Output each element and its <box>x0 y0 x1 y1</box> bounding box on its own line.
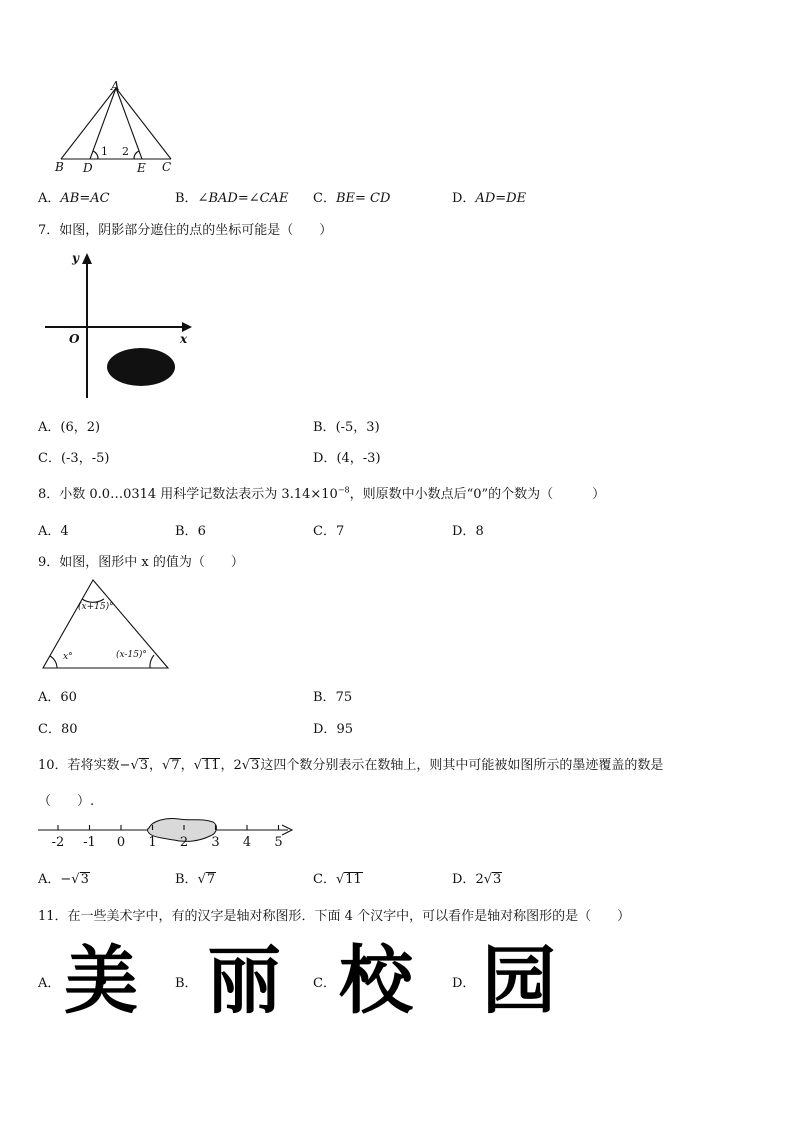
tick-label: 0 <box>116 835 126 850</box>
label-C: C <box>162 160 172 174</box>
option-value: −√3 <box>60 872 89 887</box>
option-letter: B． <box>175 976 198 991</box>
ink-blot-shadow <box>107 348 175 386</box>
option-letter: D． <box>313 451 337 466</box>
y-axis-label: y <box>72 251 79 265</box>
option-letter: B． <box>175 191 198 206</box>
option-text: BE= CD <box>335 191 391 206</box>
option-letter: B． <box>175 524 198 539</box>
q6-option-b[interactable] <box>175 187 288 206</box>
option-text: 95 <box>336 722 353 737</box>
option-value: √11 <box>335 872 362 887</box>
q10-stem: 10．若将实数−√3，√7，√11，2√3这四个数分别表示在数轴上，则其中可能被如图所示的墨迹覆盖的数是 <box>38 758 664 773</box>
option-text: 4 <box>60 524 69 539</box>
tick-label: 3 <box>211 835 220 850</box>
q9-option-d[interactable] <box>313 718 353 737</box>
label-angle-2: 2 <box>122 145 129 158</box>
q10-option-d[interactable] <box>452 868 502 887</box>
q6-option-c[interactable] <box>313 187 390 206</box>
tick-label: 4 <box>242 835 252 850</box>
option-letter: D． <box>452 524 476 539</box>
tick-label: -2 <box>51 835 65 850</box>
option-letter: C． <box>38 722 61 737</box>
option-value: 2√3 <box>475 872 502 887</box>
option-letter: C． <box>313 191 336 206</box>
option-text: 80 <box>60 722 78 737</box>
q8-option-d[interactable] <box>452 520 484 539</box>
figure-q6-triangle <box>50 80 190 176</box>
option-letter: D． <box>452 191 476 206</box>
q6-option-d[interactable] <box>452 187 526 206</box>
q10-option-b[interactable] <box>175 868 216 887</box>
option-letter: A． <box>38 690 61 705</box>
label-angle-1: 1 <box>101 145 108 158</box>
origin-label: O <box>69 332 80 346</box>
q10-stem-suffix: 这四个数分别表示在数轴上，则其中可能被如图所示的墨迹覆盖的数是 <box>260 758 664 773</box>
label-D: D <box>83 161 93 175</box>
q9-option-a[interactable] <box>38 686 77 705</box>
option-text: (-5，3) <box>335 420 380 435</box>
q8-option-c[interactable] <box>313 520 344 539</box>
q10-num-neg-sqrt3: −√3 <box>119 758 149 773</box>
label-angle-right: (x-15)° <box>116 650 147 660</box>
option-letter: A． <box>38 872 61 887</box>
art-character: 校 <box>339 938 413 1024</box>
option-text: 6 <box>197 524 206 539</box>
option-letter: B． <box>175 872 198 887</box>
q10-option-c[interactable] <box>313 868 363 887</box>
option-text: 8 <box>475 524 484 539</box>
x-axis-arrow <box>182 322 192 332</box>
x-axis-label: x <box>180 332 188 346</box>
option-value: √7 <box>197 872 216 887</box>
option-letter: B． <box>313 690 336 705</box>
tick-label: -1 <box>83 835 96 850</box>
q8-stem-before: 8．小数 0.0…0314 用科学记数法表示为 3.14×10 <box>38 487 338 502</box>
q9-option-b[interactable] <box>313 686 352 705</box>
art-character: 园 <box>482 938 556 1024</box>
option-text: (6，2) <box>60 420 101 435</box>
option-letter: C． <box>313 524 336 539</box>
option-letter: A． <box>38 976 61 991</box>
option-letter: D． <box>452 872 476 887</box>
option-letter: A． <box>38 191 61 206</box>
option-text: 7 <box>335 524 345 539</box>
q10-paren: （ ）. <box>38 794 95 809</box>
option-letter: A． <box>38 524 61 539</box>
option-letter: D． <box>452 976 476 991</box>
q9-stem: 9．如图，图形中 x 的值为（ ） <box>38 555 244 570</box>
tick-label: 1 <box>148 835 157 850</box>
option-letter: B． <box>313 420 336 435</box>
angle-arc-right <box>150 655 154 668</box>
q7-option-b[interactable] <box>313 416 380 435</box>
segment-AE <box>116 88 142 159</box>
y-axis-arrow <box>82 253 92 264</box>
label-B: B <box>55 160 64 174</box>
angle-arc-1 <box>93 151 98 159</box>
option-letter: D． <box>313 722 337 737</box>
option-text: AD=DE <box>475 191 527 206</box>
q10-option-a[interactable] <box>38 868 90 887</box>
figure-q7-coordinate-plane <box>40 248 200 400</box>
option-text: 75 <box>335 690 353 705</box>
q7-option-c[interactable] <box>38 447 109 466</box>
art-character: 丽 <box>207 938 281 1024</box>
art-character: 美 <box>64 938 138 1024</box>
q8-stem-after: ，则原数中小数点后“0”的个数为（ ） <box>349 487 606 502</box>
q11-stem: 11．在一些美术字中，有的汉字是轴对称图形．下面 4 个汉字中，可以看作是轴对称图形的是（ ） <box>38 909 631 924</box>
tick-label: 2 <box>179 835 189 850</box>
option-text: (4，-3) <box>336 451 381 466</box>
q7-stem: 7．如图，阴影部分遮住的点的坐标可能是（ ） <box>38 223 333 238</box>
option-letter: C． <box>38 451 61 466</box>
q8-exponent: −8 <box>337 485 350 495</box>
label-angle-top: (x+15)° <box>78 602 114 612</box>
q7-option-a[interactable] <box>38 416 100 435</box>
q10-stem-prefix: 10．若将实数 <box>38 758 120 773</box>
q10-num-sqrt11: √11 <box>193 758 220 773</box>
tick-label: 5 <box>274 835 283 850</box>
option-text: (-3，-5) <box>60 451 110 466</box>
q7-option-d[interactable] <box>313 447 381 466</box>
q8-option-b[interactable] <box>175 520 206 539</box>
label-E: E <box>137 161 146 175</box>
angle-arc-left <box>50 656 57 668</box>
q10-num-sqrt7: √7 <box>162 758 180 773</box>
label-A: A <box>111 80 120 93</box>
q6-option-a[interactable] <box>38 187 110 206</box>
figure-q9-triangle <box>38 577 174 672</box>
q8-stem <box>38 483 605 502</box>
angle-arc-2 <box>134 151 139 159</box>
option-text: ∠BAD=∠CAE <box>197 191 289 206</box>
q8-option-a[interactable] <box>38 520 69 539</box>
option-letter: C． <box>313 976 336 991</box>
q9-option-c[interactable] <box>38 718 78 737</box>
figure-q10-number-line <box>36 814 298 854</box>
option-letter: C． <box>313 872 336 887</box>
q10-num-2sqrt3: 2√3 <box>233 758 260 773</box>
option-text: AB=AC <box>60 191 110 206</box>
triangle-outline <box>43 580 168 668</box>
option-letter: A． <box>38 420 61 435</box>
label-angle-left: x° <box>63 652 73 662</box>
option-text: 60 <box>60 690 77 705</box>
